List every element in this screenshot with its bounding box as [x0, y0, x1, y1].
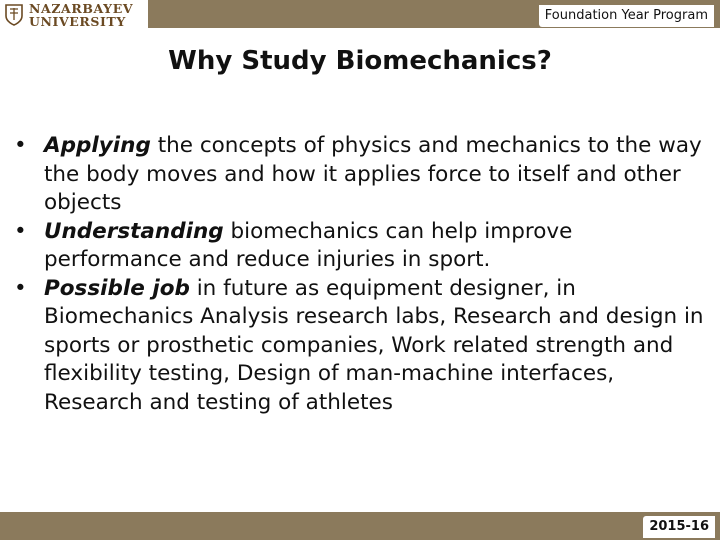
university-logo [0, 0, 148, 32]
university-crest-icon [4, 3, 24, 27]
bullet-item [14, 275, 714, 418]
bullet-dot: • [14, 275, 27, 301]
slide-title: Why Study Biomechanics? [168, 46, 552, 76]
logo-wordmark [29, 2, 133, 28]
footer-bar [0, 512, 720, 540]
academic-year-label: 2015-16 [643, 516, 715, 538]
bullet-dot: • [14, 133, 27, 158]
bullet-list [14, 132, 714, 417]
bullet-text: biomechanics can help improve performance and reduce injuries in sport. [44, 218, 573, 272]
bullet-item [14, 218, 714, 275]
bullet-emphasis: Possible job [44, 275, 190, 301]
program-label: Foundation Year Program [539, 5, 714, 27]
bullet-text: the concepts of physics and mechanics to the way the body moves and how it applies force to itself and other objects [44, 133, 702, 215]
bullet-item [14, 132, 714, 218]
logo-line-2: UNIVERSITY [29, 14, 126, 29]
bullet-dot: • [14, 218, 27, 244]
bullet-emphasis: Applying [44, 133, 151, 158]
bullet-text: in future as equipment designer, in Biomechanics Analysis research labs, Research and design in sports or prosthetic companies, Work related strength and flexibility testing, Design of man-machine interfaces, Research and testing of athletes [44, 275, 704, 415]
bullet-emphasis: Understanding [44, 218, 224, 244]
logo-line-1: NAZARBAYEV [29, 1, 134, 16]
